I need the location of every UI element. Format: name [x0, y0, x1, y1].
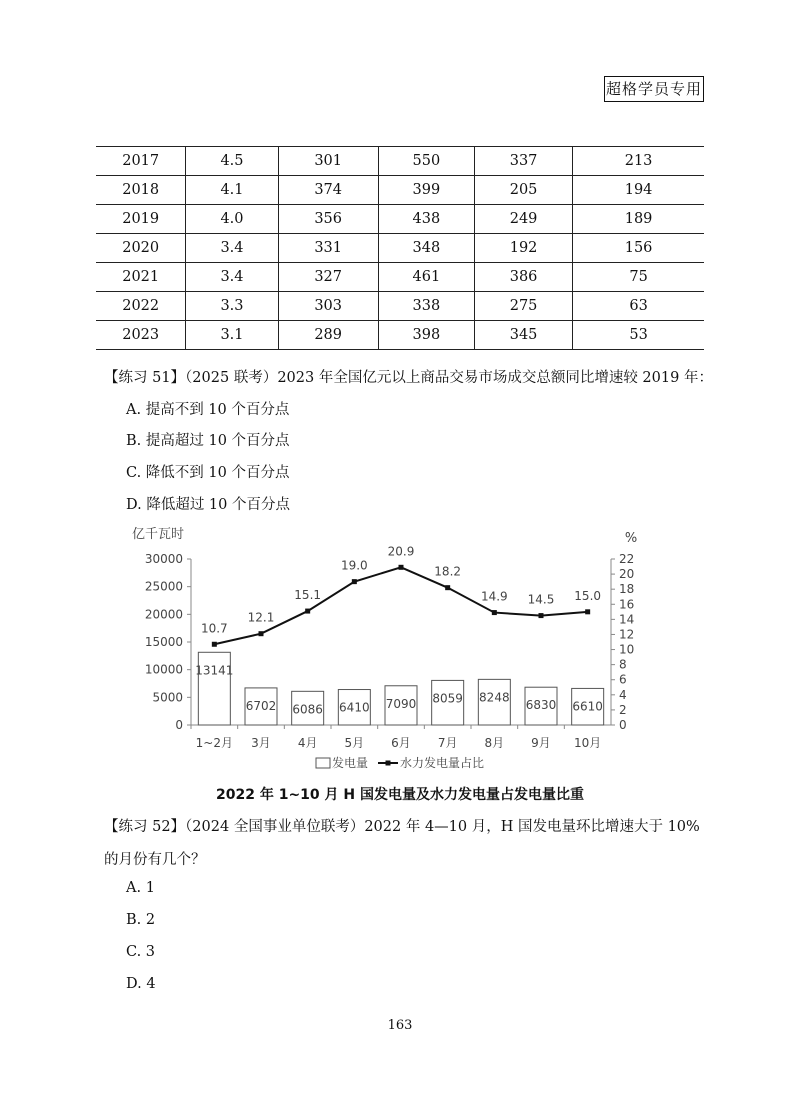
table-cell: 348	[378, 234, 474, 263]
question-52-stem-line1: 【练习 52】（2024 全国事业单位联考）2022 年 4—10 月，H 国发电量环比增速大于 10%	[104, 819, 700, 835]
table-cell: 213	[573, 147, 704, 176]
table-cell: 438	[378, 205, 474, 234]
y-tick-label-right: 12	[619, 627, 635, 642]
table-cell: 2023	[96, 321, 186, 350]
x-tick-label: 1~2月	[195, 736, 233, 750]
bar-value-label: 6830	[525, 698, 557, 713]
bar-value-label: 6410	[339, 700, 370, 715]
line-point	[585, 609, 590, 614]
table-cell: 338	[378, 292, 474, 321]
table-cell: 374	[278, 176, 378, 205]
y-tick-label-left: 25000	[144, 579, 183, 594]
y-tick-label-left: 30000	[144, 552, 183, 566]
x-tick-label: 3月	[251, 736, 271, 750]
table-cell: 192	[474, 234, 572, 263]
y-tick-label-right: 18	[619, 582, 635, 597]
y-tick-label-right: 20	[619, 567, 635, 582]
x-tick-label: 9月	[531, 736, 551, 750]
table-cell: 249	[474, 205, 572, 234]
table-cell: 550	[378, 147, 474, 176]
bar-value-label: 13141	[195, 663, 234, 678]
table-cell: 275	[474, 292, 572, 321]
y-tick-label-right: 4	[619, 687, 627, 702]
table-cell: 4.5	[186, 147, 278, 176]
line-point	[399, 565, 404, 570]
question-52-option-d: D. 4	[126, 976, 156, 992]
y-tick-label-right: 16	[619, 597, 635, 612]
line-value-label: 10.7	[200, 621, 228, 636]
table-cell: 4.0	[186, 205, 278, 234]
y-tick-label-left: 5000	[152, 690, 183, 705]
question-51-stem: 【练习 51】（2025 联考）2023 年全国亿元以上商品交易市场成交总额同比增速较 2019 年：	[104, 370, 713, 386]
table-cell: 156	[573, 234, 704, 263]
question-51-option-a: A. 提高不到 10 个百分点	[126, 402, 290, 418]
y-tick-label-right: 2	[619, 702, 627, 717]
table-cell: 2022	[96, 292, 186, 321]
question-52-option-c: C. 3	[126, 944, 156, 960]
table-row	[96, 321, 704, 350]
table-cell: 3.3	[186, 292, 278, 321]
chart-caption: 2022 年 1~10 月 H 国发电量及水力发电量占发电量比重	[215, 787, 584, 803]
question-52-option-a: A. 1	[126, 880, 155, 896]
x-tick-label: 4月	[297, 736, 318, 750]
table-cell: 461	[378, 263, 474, 292]
legend-line-marker	[386, 761, 391, 766]
question-51-option-c: C. 降低不到 10 个百分点	[126, 465, 290, 481]
power-generation-chart	[130, 520, 670, 780]
y-tick-label-left: 20000	[144, 607, 183, 622]
table-cell: 386	[474, 263, 572, 292]
line-value-label: 18.2	[434, 564, 462, 579]
table-row	[96, 234, 704, 263]
line-value-label: 14.5	[527, 592, 555, 607]
line-value-label: 14.9	[480, 589, 508, 604]
line-point	[305, 609, 310, 614]
table-cell: 301	[278, 147, 378, 176]
table-cell: 53	[573, 321, 704, 350]
table-cell: 205	[474, 176, 572, 205]
line-value-label: 19.0	[340, 558, 368, 573]
table-row	[96, 292, 704, 321]
table-cell: 2020	[96, 234, 186, 263]
x-tick-label: 5月	[344, 736, 365, 750]
bar-value-label: 8059	[432, 691, 463, 706]
bar-value-label: 7090	[385, 696, 417, 711]
table-cell: 2019	[96, 205, 186, 234]
table-cell: 327	[278, 263, 378, 292]
bar-value-label: 6610	[572, 699, 603, 714]
table-cell: 189	[573, 205, 704, 234]
y-tick-label-left: 15000	[144, 635, 183, 649]
y-tick-label-right: 22	[619, 552, 635, 566]
y-tick-label-right: 0	[619, 718, 627, 732]
watermark-stamp: 超格学员专用	[604, 76, 704, 102]
x-tick-label: 10月	[574, 736, 602, 750]
y-tick-label-left: 0	[175, 718, 183, 732]
line-point	[212, 642, 217, 647]
table-cell: 337	[474, 147, 572, 176]
line-value-label: 12.1	[247, 610, 275, 625]
table-cell: 3.4	[186, 263, 278, 292]
bar-value-label: 6702	[245, 698, 277, 713]
table-cell: 2018	[96, 176, 186, 205]
line-point	[492, 610, 497, 615]
table-row	[96, 263, 704, 292]
legend-label-generation: 发电量	[332, 756, 369, 770]
legend-label-hydro-share: 水力发电量占比	[400, 756, 485, 770]
x-tick-label: 8月	[484, 736, 505, 750]
x-tick-label: 7月	[437, 736, 458, 750]
table-row	[96, 205, 704, 234]
table-cell: 2021	[96, 263, 186, 292]
table-cell: 4.1	[186, 176, 278, 205]
table-cell: 63	[573, 292, 704, 321]
table-cell: 356	[278, 205, 378, 234]
table-cell: 289	[278, 321, 378, 350]
table-cell: 75	[573, 263, 704, 292]
line-value-label: 15.0	[574, 588, 602, 603]
y-axis-label-right: %	[624, 531, 638, 546]
table-row	[96, 176, 704, 205]
bar-value-label: 8248	[479, 690, 510, 705]
line-point	[445, 585, 450, 590]
question-52-option-b: B. 2	[126, 912, 156, 928]
line-value-label: 15.1	[294, 588, 322, 603]
y-tick-label-left: 10000	[144, 662, 183, 677]
y-tick-label-right: 10	[619, 642, 635, 657]
line-point	[352, 579, 357, 584]
question-51-option-d: D. 降低超过 10 个百分点	[126, 497, 290, 513]
legend-bar-swatch	[316, 758, 330, 768]
table-cell: 399	[378, 176, 474, 205]
table-cell: 398	[378, 321, 474, 350]
table-cell: 2017	[96, 147, 186, 176]
table-cell: 3.4	[186, 234, 278, 263]
question-51-option-b: B. 提高超过 10 个百分点	[126, 433, 290, 449]
y-tick-label-right: 14	[619, 612, 635, 627]
table-cell: 331	[278, 234, 378, 263]
y-tick-label-right: 8	[619, 657, 627, 672]
table-row	[96, 147, 704, 176]
page-number: 163	[387, 1018, 413, 1033]
y-tick-label-right: 6	[619, 672, 627, 687]
table-cell: 194	[573, 176, 704, 205]
line-value-label: 20.9	[387, 544, 415, 559]
table-cell: 345	[474, 321, 572, 350]
line-point	[259, 631, 264, 636]
table-cell: 3.1	[186, 321, 278, 350]
bar-value-label: 6086	[292, 702, 323, 717]
data-table	[96, 146, 704, 350]
table-cell: 303	[278, 292, 378, 321]
y-axis-label-left: 亿千瓦时	[132, 527, 185, 542]
line-point	[539, 613, 544, 618]
x-tick-label: 6月	[391, 736, 411, 750]
question-52-stem-line2: 的月份有几个？	[104, 852, 206, 868]
